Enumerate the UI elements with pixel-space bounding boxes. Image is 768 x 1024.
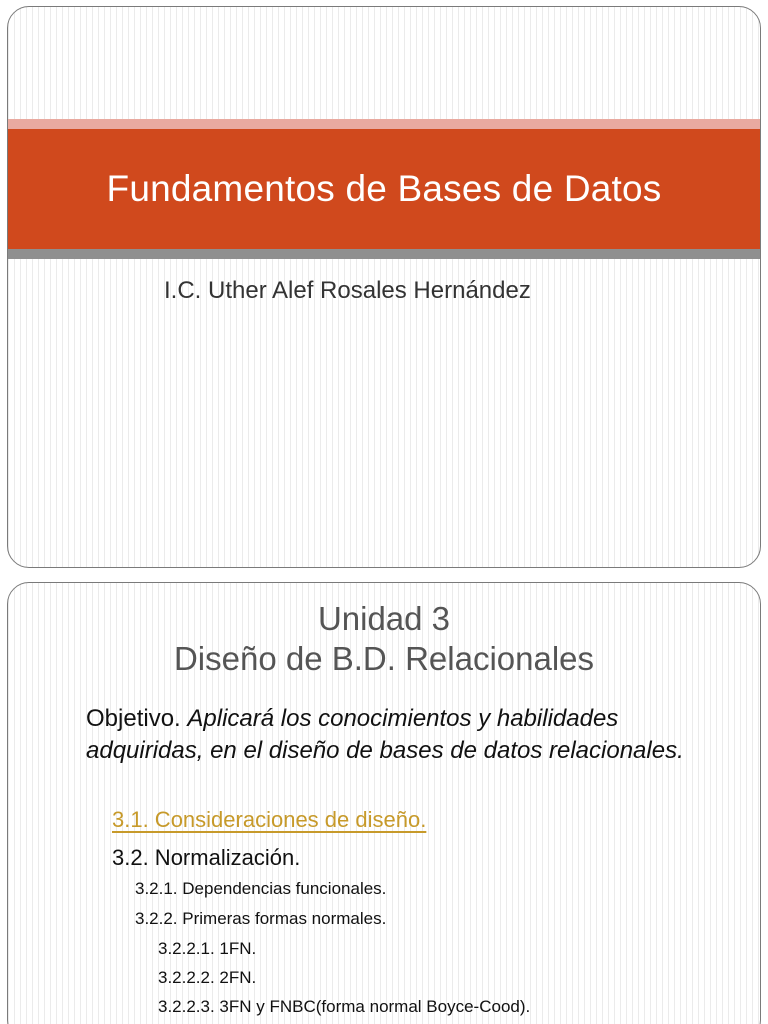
objective-lead: Objetivo. <box>86 705 181 732</box>
outline-item-dependencias: 3.2.1. Dependencias funcionales. <box>135 879 387 898</box>
outline-item-3fn-fnbc: 3.2.2.3. 3FN y FNBC(forma normal Boyce-Cood). <box>158 997 531 1016</box>
slide-title: Fundamentos de Bases de Datos <box>106 168 662 209</box>
outline-item-primeras-formas: 3.2.2. Primeras formas normales. <box>135 909 387 928</box>
slide-2 <box>7 582 761 1024</box>
slide-subtitle: I.C. Uther Alef Rosales Hernández <box>164 277 531 304</box>
slide-1 <box>7 6 761 568</box>
outline-item-2fn: 3.2.2.2. 2FN. <box>158 968 257 987</box>
title-band-top-stripe <box>8 119 760 129</box>
unit-heading <box>8 599 760 679</box>
unit-number: Unidad 3 <box>317 600 451 637</box>
title-band-bottom-stripe <box>8 249 760 259</box>
outline-item-1fn: 3.2.2.1. 1FN. <box>158 939 257 958</box>
outline-item-normalizacion: 3.2. Normalización. <box>112 845 301 870</box>
outline-link-consideraciones[interactable]: 3.1. Consideraciones de diseño. <box>112 807 427 832</box>
unit-name: Diseño de B.D. Relacionales <box>173 640 595 677</box>
objective-text: Aplicará los conocimientos y habilidades adquiridas, en el diseño de bases de datos relacionales. <box>86 705 684 764</box>
objective-paragraph <box>86 703 726 767</box>
